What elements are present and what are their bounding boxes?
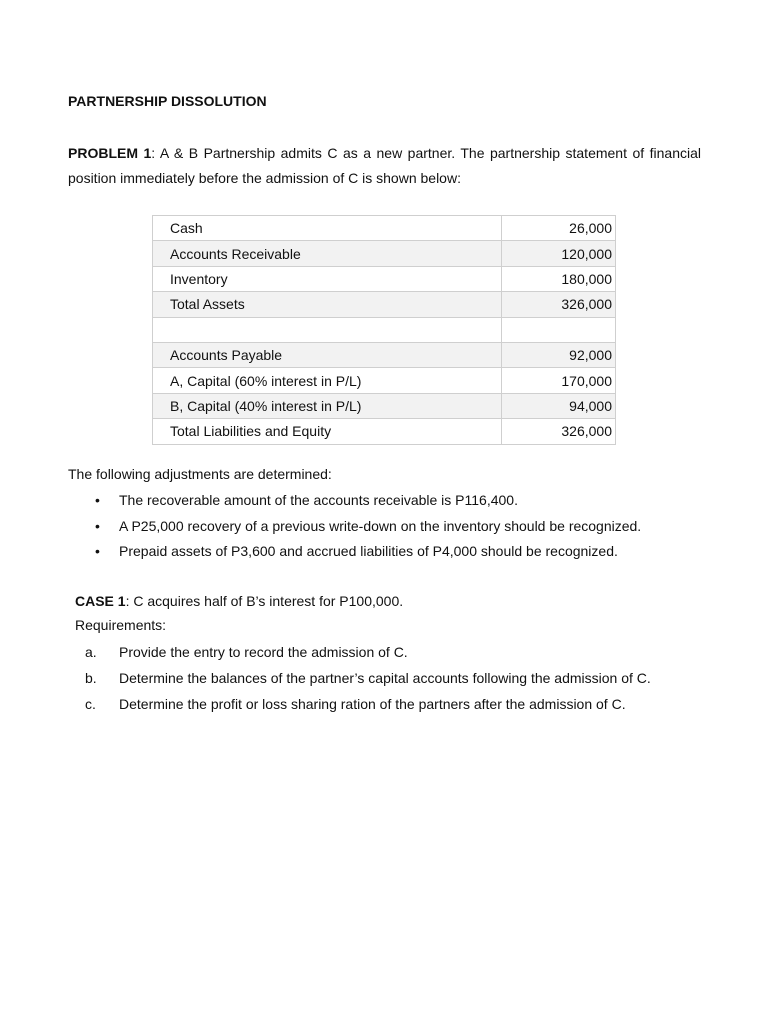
- table-row: [153, 266, 616, 291]
- page-title: PARTNERSHIP DISSOLUTION: [68, 93, 267, 109]
- bullet-icon: •: [95, 543, 100, 559]
- row-amount: 94,000: [502, 393, 616, 418]
- row-amount: 120,000: [502, 241, 616, 266]
- list-marker: c.: [85, 696, 96, 712]
- row-label: Accounts Receivable: [153, 241, 502, 266]
- bullet-icon: •: [95, 492, 100, 508]
- adjustments-list: [68, 490, 641, 567]
- financial-position-table: [152, 215, 616, 445]
- requirements-list: [75, 642, 651, 720]
- adjustments-intro: The following adjustments are determined:: [68, 466, 332, 482]
- table-row: [153, 292, 616, 317]
- row-label: Cash: [153, 216, 502, 241]
- row-amount: 92,000: [502, 342, 616, 367]
- list-item-text: A P25,000 recovery of a previous write-down on the inventory should be recognized.: [119, 517, 642, 534]
- list-item-text: Provide the entry to record the admission of C.: [119, 644, 408, 660]
- list-item: [68, 541, 641, 567]
- table-row: [153, 342, 616, 367]
- list-item: [75, 694, 651, 720]
- row-amount: 26,000: [502, 216, 616, 241]
- row-label: A, Capital (60% interest in P/L): [153, 368, 502, 393]
- row-amount: 170,000: [502, 368, 616, 393]
- row-amount: 180,000: [502, 266, 616, 291]
- problem-text: : A & B Partnership admits C as a new partner. The partnership statement of financial position immediately before the admission of C is shown below:: [68, 145, 701, 186]
- problem-statement: [68, 141, 701, 191]
- table-row: [153, 241, 616, 266]
- list-item-text: The recoverable amount of the accounts receivable is P116,400.: [119, 492, 518, 508]
- case-label: CASE 1: [75, 593, 126, 609]
- table-row: [153, 317, 616, 342]
- list-item-text: Prepaid assets of P3,600 and accrued liabilities of P4,000 should be recognized.: [119, 543, 618, 559]
- row-amount: 326,000: [502, 419, 616, 444]
- table-row: [153, 393, 616, 418]
- case-statement: [75, 593, 403, 609]
- row-label: Total Assets: [153, 292, 502, 317]
- problem-label: PROBLEM 1: [68, 145, 152, 161]
- list-item-text: Determine the profit or loss sharing ration of the partners after the admission of C.: [119, 696, 626, 712]
- row-label: Accounts Payable: [153, 342, 502, 367]
- table-row: [153, 216, 616, 241]
- row-amount: [502, 317, 616, 342]
- list-item: [75, 668, 651, 694]
- row-label: B, Capital (40% interest in P/L): [153, 393, 502, 418]
- list-item: [68, 516, 641, 542]
- requirements-label: Requirements:: [75, 617, 167, 633]
- table-row: [153, 368, 616, 393]
- row-amount: 326,000: [502, 292, 616, 317]
- list-item: [68, 490, 641, 516]
- row-label: Total Liabilities and Equity: [153, 419, 502, 444]
- row-label: Inventory: [153, 266, 502, 291]
- bullet-icon: •: [95, 517, 100, 534]
- list-item-text: Determine the balances of the partner’s capital accounts following the admission of C.: [119, 670, 651, 686]
- list-marker: a.: [85, 644, 97, 660]
- row-label: [153, 317, 502, 342]
- list-item: [75, 642, 651, 668]
- case-text: : C acquires half of B’s interest for P100,000.: [125, 593, 404, 609]
- table-row: [153, 419, 616, 444]
- list-marker: b.: [85, 670, 97, 686]
